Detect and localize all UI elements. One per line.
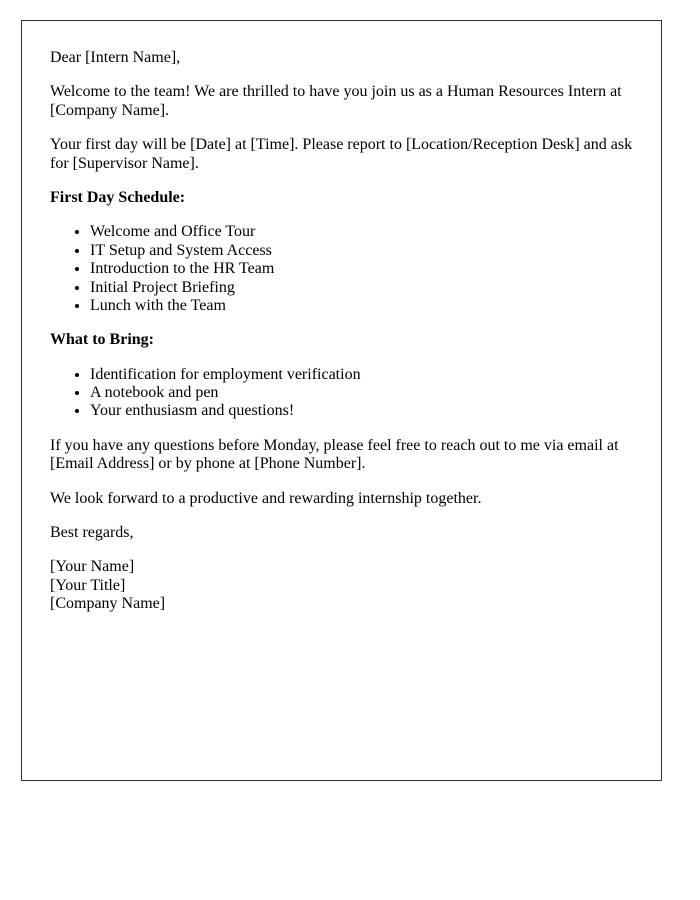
paragraph-closing: We look forward to a productive and rewarding internship together. xyxy=(50,489,482,507)
list-item: • Welcome and Office Tour xyxy=(90,223,633,241)
bring-heading: What to Bring: xyxy=(50,331,154,349)
sign-off: Best regards, xyxy=(50,524,134,542)
salutation: Dear [Intern Name], xyxy=(50,49,181,66)
signature-title: [Your Title] xyxy=(50,576,126,594)
list-item: • Your enthusiasm and questions! xyxy=(90,402,633,420)
letter-page xyxy=(21,20,662,781)
list-item: • Identification for employment verification xyxy=(90,366,633,384)
schedule-heading: First Day Schedule: xyxy=(50,188,186,206)
signature-block xyxy=(50,558,633,613)
list-item: • Initial Project Briefing xyxy=(90,279,633,297)
list-item: • A notebook and pen xyxy=(90,384,633,402)
paragraph-intro: Welcome to the team! We are thrilled to have you join us as a Human Resources Intern at [Company Name]. xyxy=(50,83,622,119)
paragraph-questions: If you have any questions before Monday, please feel free to reach out to me via email at [Email Address] or by phone at [Phone Number]. xyxy=(50,436,619,473)
list-item: • Lunch with the Team xyxy=(90,297,633,315)
schedule-list xyxy=(50,223,633,315)
list-item: • Introduction to the HR Team xyxy=(90,260,633,278)
list-item: • IT Setup and System Access xyxy=(90,242,633,260)
paragraph-first-day: Your first day will be [Date] at [Time]. Please report to [Location/Reception Desk] and ask for [Supervisor Name]. xyxy=(50,136,633,172)
bring-list xyxy=(50,366,633,421)
signature-name: [Your Name] xyxy=(50,558,135,576)
signature-company: [Company Name] xyxy=(50,595,166,613)
